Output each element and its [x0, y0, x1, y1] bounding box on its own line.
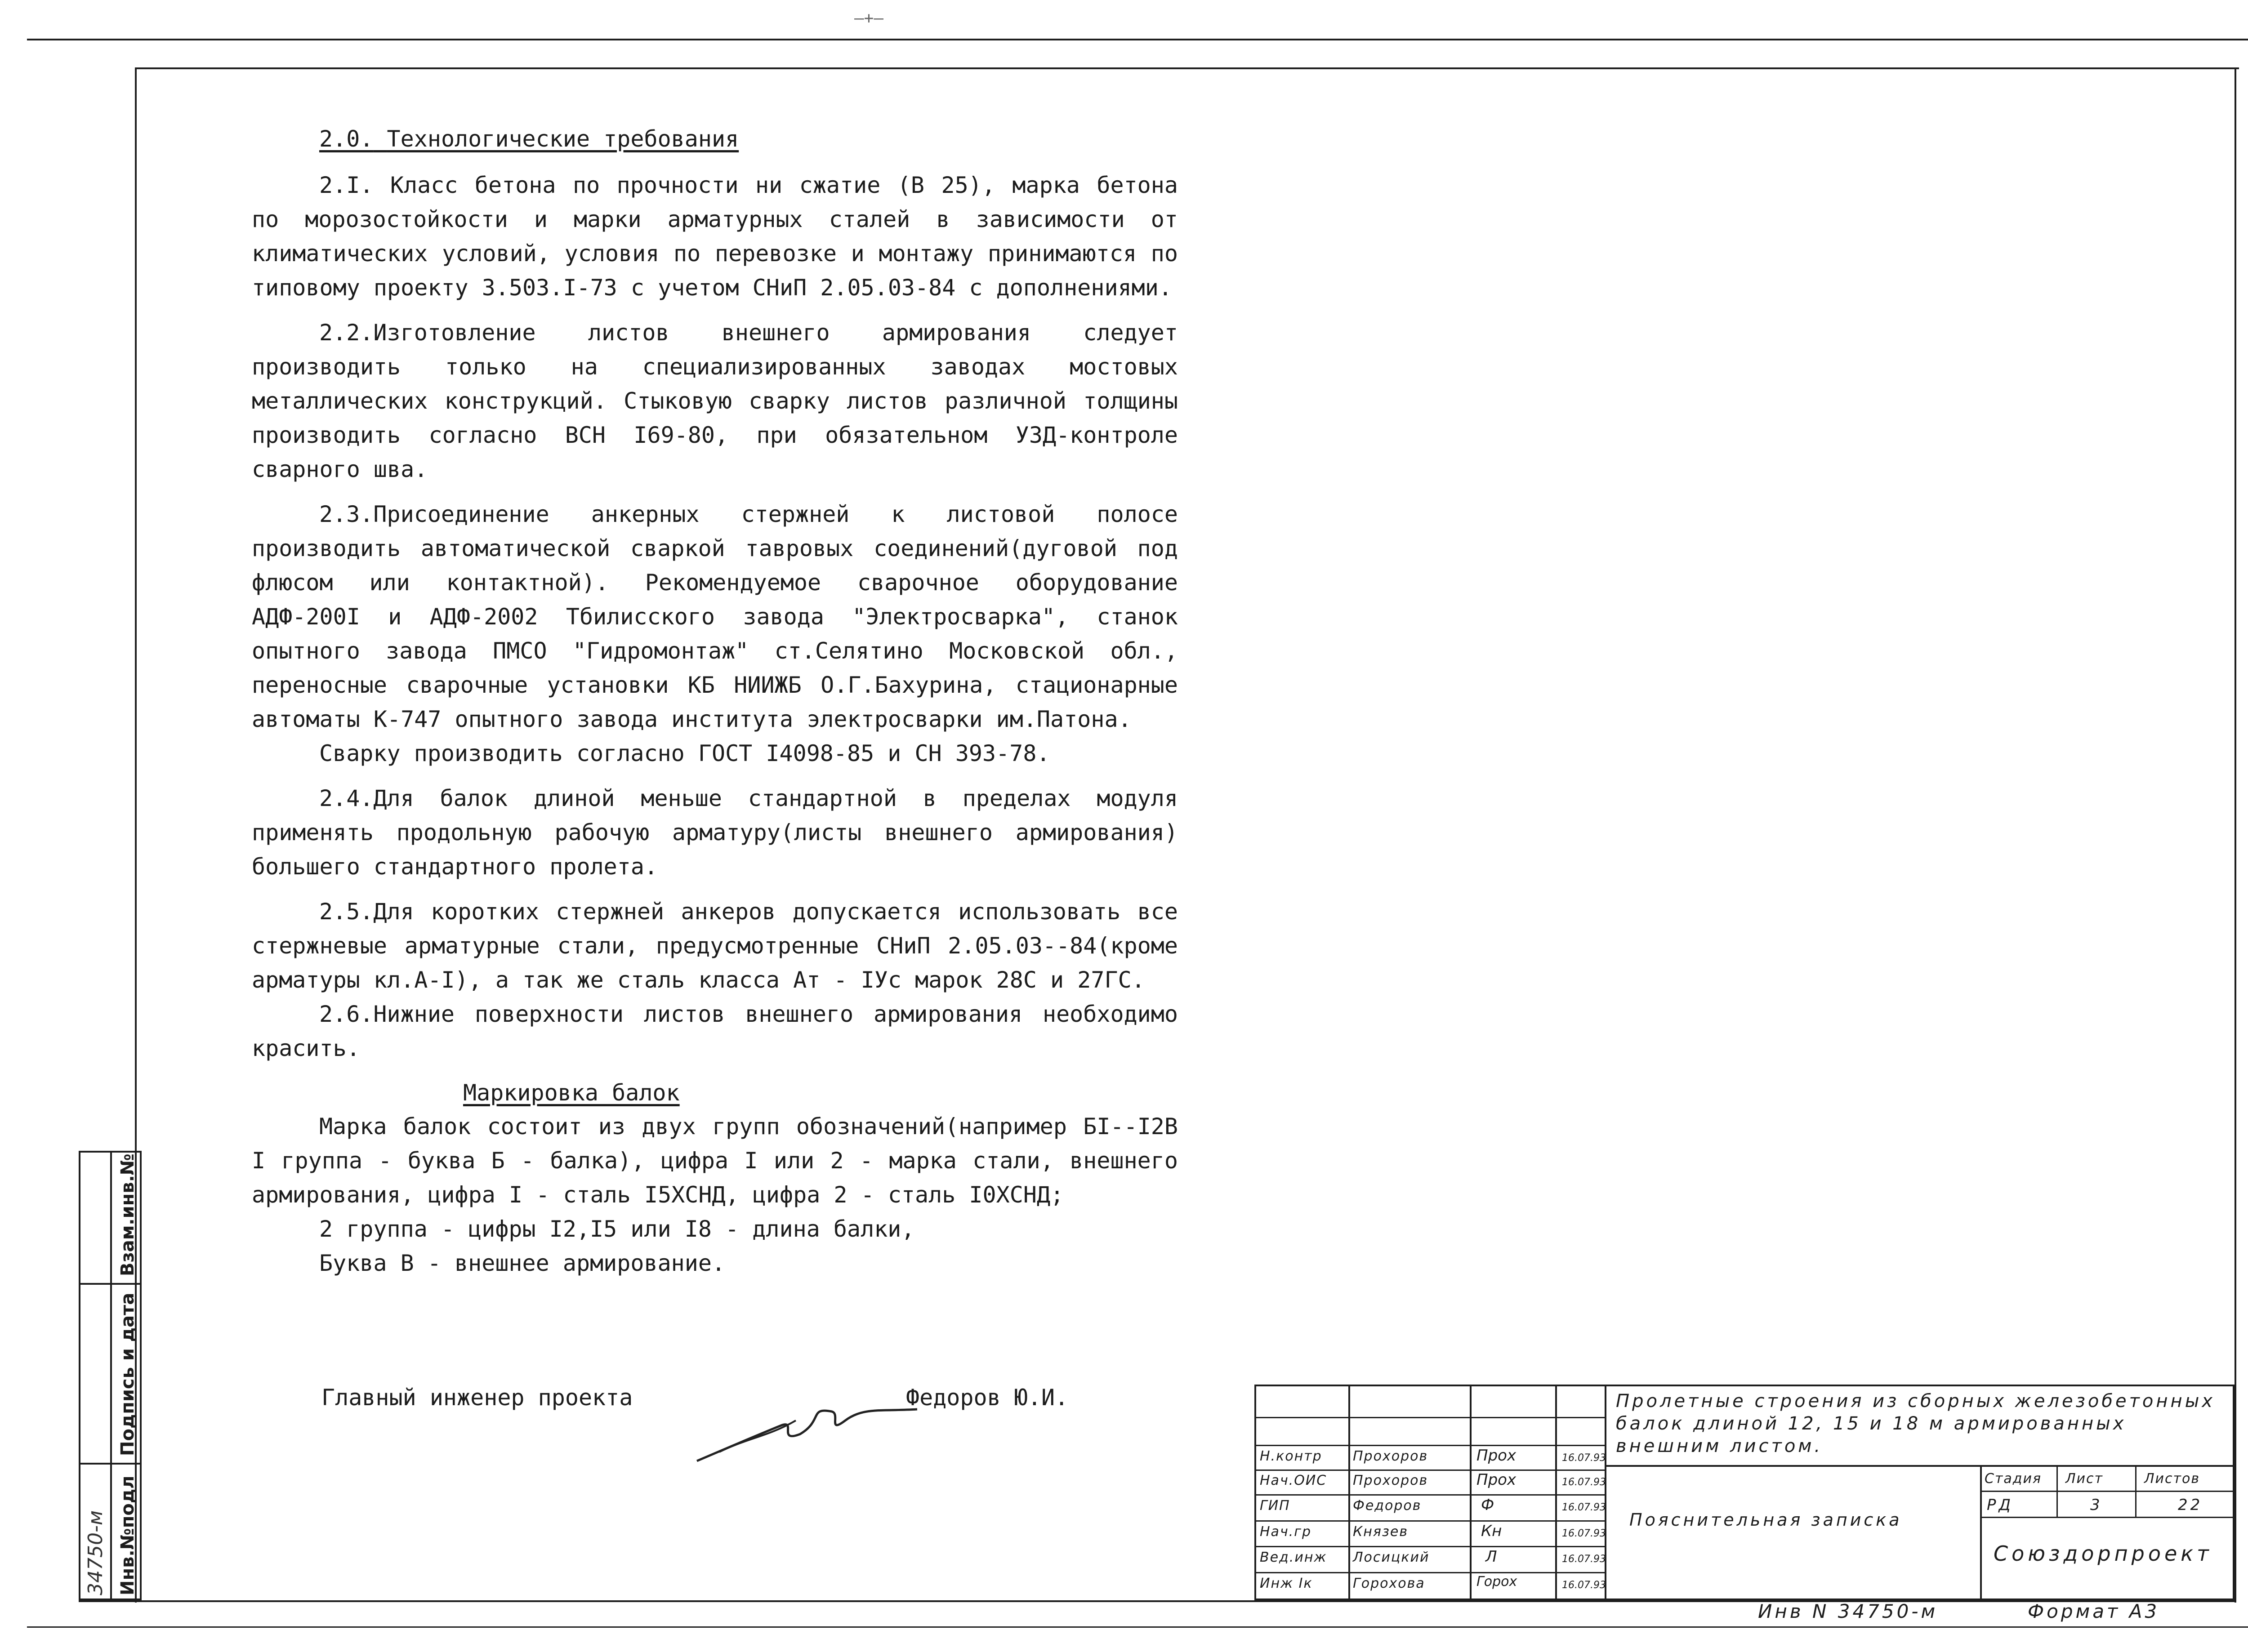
frame-right: [2235, 67, 2236, 1603]
tb-row-role: Нач.ОИС: [1260, 1473, 1327, 1488]
tb-stage-label: Стадия: [1985, 1471, 2042, 1487]
tb-row-a: [1256, 1417, 1605, 1418]
tb-row-role: Н.контр: [1260, 1448, 1322, 1464]
strip-label-replacement: Взам.инв.№: [117, 1153, 138, 1276]
tb-sheet-value: 3: [2090, 1496, 2103, 1514]
footer-format: Формат А3: [2028, 1600, 2160, 1622]
paragraph-2-4: 2.4.Для балок длиной меньше стандартной в пределах модуля применять продольную рабочую арматуру(листы внешнего армирования) большего стандартного пролета.: [252, 785, 1178, 880]
tb-row-role: Нач.гр: [1260, 1524, 1312, 1540]
tb-row-date: 16.07.93: [1562, 1554, 1606, 1565]
title-block: [1254, 1385, 2235, 1600]
paragraph-2-5: 2.5.Для коротких стержней анкеров допускается использовать все стержневые арматурные стали, предусмотренные СНиП 2.05.03--84(кроме арматуры кл.А-I), а так же сталь класса Ат - IУс марок 28С и 27ГС.: [252, 899, 1178, 993]
paragraph-2-3: 2.3.Присоединение анкерных стержней к листовой полосе производить автоматической сваркой тавровых соединений(дуговой под флюсом или контактной). Рекомендуемое сварочное оборудование АДФ-200I и АДФ-2002 Тбилисского завода "Электросварка", станок опытного завода ПМСО "Гидромонтаж" ст.Селятино Московской обл., переносные сварочные установки КБ НИИЖБ О.Г.Бахурина, стационарные автоматы К-747 опытного завода института электросварки им.Патона.: [252, 501, 1178, 732]
tb-sheets-label: Листов: [2144, 1471, 2200, 1487]
tb-row-date: 16.07.93: [1562, 1580, 1606, 1591]
tb-row-sign: Прох: [1476, 1447, 1517, 1465]
tb-sheet-label: Лист: [2065, 1471, 2104, 1487]
tb-stage-row-2: [1980, 1517, 2233, 1518]
tb-col-4: [1605, 1386, 1606, 1599]
paragraph-2-6: 2.6.Нижние поверхности листов внешнего армирования необходимо красить.: [252, 1001, 1178, 1061]
tb-row-name: Прохоров: [1353, 1448, 1428, 1464]
strip-divider-1: [80, 1283, 140, 1285]
strip-label-inventory: Инв.№подл: [117, 1475, 138, 1595]
top-center-mark: —+—: [854, 9, 884, 27]
paragraph-2-1: 2.I. Класс бетона по прочности ни сжатие (В 25), марка бетона по морозостойкости и марки арматурных сталей в зависимости от климатических условий, условия по перевозке и монтажу принимаются по типовому проекту 3.503.I-73 с учетом СНиП 2.05.03-84 с дополнениями.: [252, 172, 1178, 301]
section-heading: 2.0. Технологические требования: [319, 126, 739, 152]
tb-stage-row-1: [1980, 1491, 2233, 1492]
marking-paragraph-1: Марка балок состоит из двух групп обозначений(например БI--I2В I группа - буква Б - балка), цифра I или 2 - марка стали, внешнего армирования, цифра I - сталь I5ХСНД, цифра 2 - сталь I0ХСНД;: [252, 1113, 1178, 1208]
tb-row-sign: Л: [1485, 1548, 1497, 1566]
tb-row-name: Федоров: [1353, 1498, 1422, 1514]
tb-organization: Союздорпроект: [1994, 1541, 2212, 1566]
tb-row-role: ГИП: [1260, 1498, 1290, 1514]
tb-row-g: [1256, 1572, 1605, 1573]
tb-row-d: [1256, 1494, 1605, 1496]
bottom-rule: [27, 1626, 2248, 1628]
tb-row-role: Вед.инж: [1260, 1550, 1327, 1565]
tb-stage-col-1: [2056, 1465, 2058, 1517]
marking-heading: Маркировка балок: [463, 1080, 680, 1106]
tb-row-date: 16.07.93: [1562, 1477, 1606, 1488]
marking-paragraph-3: Буква В - внешнее армирование.: [319, 1250, 726, 1276]
tb-title-bottom: [1605, 1465, 2233, 1467]
paragraph-welding: Сварку производить согласно ГОСТ I4098-85 и СН 393-78.: [319, 740, 1050, 766]
tb-docname-divider: [1980, 1465, 1982, 1599]
tb-row-c: [1256, 1469, 1605, 1471]
tb-row-date: 16.07.93: [1562, 1502, 1606, 1513]
tb-row-sign: Ф: [1481, 1496, 1494, 1514]
tb-row-name: Лосицкий: [1353, 1550, 1430, 1565]
top-rule: [27, 39, 2248, 40]
tb-row-f: [1256, 1546, 1605, 1547]
tb-row-e: [1256, 1520, 1605, 1522]
tb-row-sign: Кн: [1481, 1522, 1502, 1540]
tb-row-date: 16.07.93: [1562, 1528, 1606, 1539]
tb-row-sign: Прох: [1476, 1471, 1517, 1489]
strip-divider-vertical: [110, 1153, 112, 1599]
tb-row-b: [1256, 1445, 1605, 1446]
strip-label-signature: Подпись и дата: [117, 1292, 138, 1456]
tb-title: Пролетные строения из сборных железобетонных балок длиной 12, 15 и 18 м армированных внешним листом.: [1616, 1391, 2215, 1456]
tb-row-name: Князев: [1353, 1524, 1409, 1540]
frame-top: [135, 67, 2239, 69]
tb-row-name: Горохова: [1353, 1576, 1425, 1591]
signature-scribble-icon: [692, 1394, 926, 1465]
tb-stage-value: РД: [1987, 1496, 2014, 1514]
footer-inventory: Инв N 34750-м: [1758, 1600, 1938, 1622]
tb-row-sign: Горох: [1476, 1574, 1517, 1590]
tb-row-date: 16.07.93: [1562, 1452, 1606, 1464]
tb-stage-col-2: [2135, 1465, 2136, 1517]
strip-inventory-number: 34750-м: [84, 1510, 107, 1595]
signature-role: Главный инженер проекта: [321, 1385, 633, 1411]
strip-divider-2: [80, 1463, 140, 1465]
tb-row-role: Инж Iк: [1260, 1576, 1313, 1591]
signature-name: Федоров Ю.И.: [906, 1385, 1069, 1411]
explanatory-text: [252, 126, 1178, 1291]
tb-sheets-value: 22: [2178, 1496, 2203, 1514]
tb-row-name: Прохоров: [1353, 1473, 1428, 1488]
tb-doc-name: Пояснительная записка: [1629, 1510, 1902, 1530]
marking-paragraph-2: 2 группа - цифры I2,I5 или I8 - длина балки,: [319, 1216, 915, 1242]
left-stamp-strip: [79, 1151, 142, 1600]
paragraph-2-2: 2.2.Изготовление листов внешнего армирования следует производить только на специализированных заводах мостовых металлических конструкций. Стыковую сварку листов различной толщины производить согласно ВСН I69-80, при обязательном УЗД-контроле сварного шва.: [252, 320, 1178, 482]
